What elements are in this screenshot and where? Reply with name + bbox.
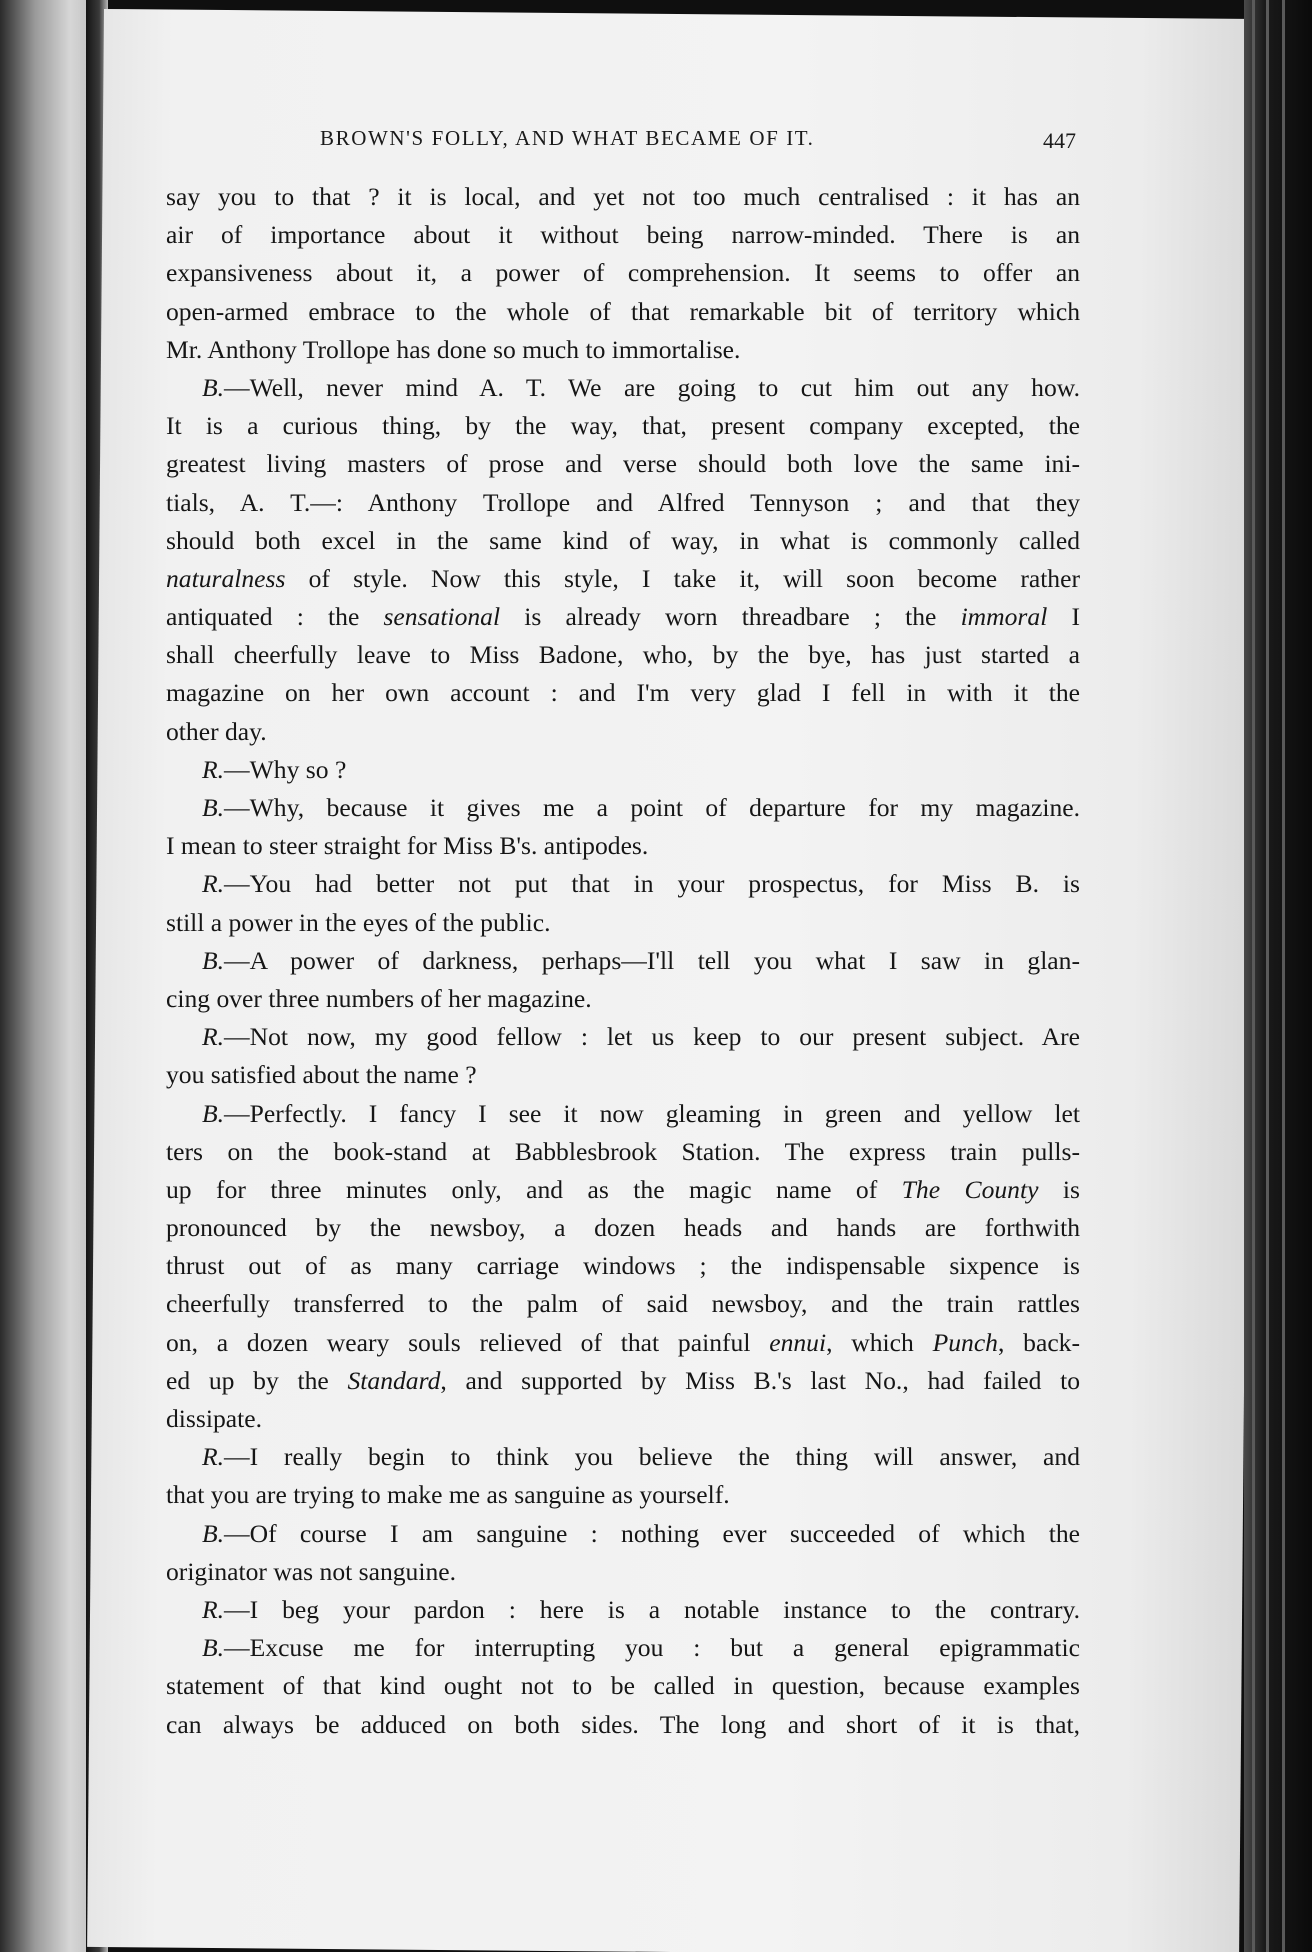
text-line <box>166 369 1080 407</box>
line-text: say you to that ? it is local, and yet not too much centralised : it has an <box>166 182 1080 211</box>
line-text: —Not now, my good fellow : let us keep to our present subject. Are <box>224 1022 1080 1052</box>
line-text: is <box>1038 1174 1080 1204</box>
speaker-initial: B. <box>202 945 225 975</box>
line-text: thrust out of as many carriage windows ; the indispensable sixpence is <box>166 1251 1080 1281</box>
text-line <box>166 1095 1080 1133</box>
line-text: tials, A. T.—: Anthony Trollope and Alfred Tennyson ; and that they <box>166 487 1080 517</box>
previous-page-edge <box>0 0 100 1952</box>
line-text: , back- <box>997 1327 1080 1357</box>
italic-text: naturalness <box>166 563 286 593</box>
line-text: should both excel in the same kind of way, in what is commonly called <box>166 525 1080 555</box>
speaker-initial: B. <box>202 372 225 402</box>
text-line <box>166 789 1080 827</box>
text-line <box>166 522 1080 560</box>
text-line <box>166 1706 1080 1744</box>
text-line <box>166 407 1080 445</box>
text-line <box>166 674 1080 712</box>
line-text: antiquated : the <box>166 602 384 632</box>
text-line <box>166 942 1080 980</box>
speaker-initial: R. <box>202 1022 225 1052</box>
italic-text: ennui <box>769 1327 827 1357</box>
line-text: cheerfully transferred to the palm of said newsboy, and the train rattles <box>166 1289 1080 1319</box>
page-number: 447 <box>1043 128 1076 153</box>
italic-text: Standard <box>347 1365 441 1395</box>
line-text: , which <box>826 1327 933 1357</box>
page-header <box>220 120 1120 160</box>
line-text: is already worn threadbare ; the <box>500 602 961 632</box>
line-text: Mr. Anthony Trollope has done so much to immortalise. <box>166 334 741 364</box>
speaker-initial: B. <box>202 1633 225 1663</box>
line-text: It is a curious thing, by the way, that, present company excepted, the <box>166 411 1080 441</box>
line-text: can always be adduced on both sides. The long and short of it is that, <box>166 1709 1080 1739</box>
text-line <box>166 1324 1080 1362</box>
text-line <box>166 598 1080 636</box>
text-line <box>166 1400 1080 1438</box>
line-text: still a power in the eyes of the public. <box>166 907 551 937</box>
speaker-initial: R. <box>202 1594 225 1624</box>
line-text: —Why, because it gives me a point of departure for my magazine. <box>224 793 1080 822</box>
speaker-initial: B. <box>202 1098 225 1128</box>
text-line <box>166 1591 1080 1629</box>
text-line <box>166 980 1080 1018</box>
text-line <box>166 1285 1080 1323</box>
speaker-initial: R. <box>202 754 225 784</box>
italic-text: immoral <box>960 602 1048 632</box>
text-line <box>166 827 1080 865</box>
line-text: you satisfied about the name ? <box>166 1060 477 1090</box>
line-text: —Excuse me for interrupting you : but a general epigrammatic <box>224 1633 1080 1663</box>
italic-text: sensational <box>383 602 501 632</box>
text-line <box>166 1476 1080 1514</box>
line-text: ters on the book-stand at Babblesbrook Station. The express train pulls- <box>166 1136 1080 1166</box>
line-text: that you are trying to make me as sanguine as yourself. <box>166 1480 730 1510</box>
line-text: magazine on her own account : and I'm very glad I fell in with it the <box>166 678 1080 708</box>
text-line <box>166 1056 1080 1094</box>
line-text: dissipate. <box>166 1404 262 1433</box>
line-text: —I really begin to think you believe the thing will answer, and <box>224 1442 1080 1472</box>
text-line <box>166 1629 1080 1667</box>
line-text: expansiveness about it, a power of comprehension. It seems to offer an <box>166 258 1080 288</box>
italic-text: Punch <box>932 1327 998 1357</box>
line-text: pronounced by the newsboy, a dozen heads and hands are forthwith <box>166 1213 1080 1243</box>
text-line <box>166 484 1080 522</box>
line-text: greatest living masters of prose and verse should both love the same ini- <box>166 449 1080 479</box>
line-text: cing over three numbers of her magazine. <box>166 983 592 1013</box>
line-text: —Why so ? <box>224 754 347 784</box>
running-head: BROWN'S FOLLY, AND WHAT BECAME OF IT. <box>320 126 815 150</box>
line-text: originator was not sanguine. <box>166 1556 457 1586</box>
line-text: —You had better not put that in your prospectus, for Miss B. is <box>224 869 1080 899</box>
text-line <box>166 445 1080 483</box>
line-text: ed up by the <box>166 1365 348 1395</box>
text-line <box>166 178 1080 216</box>
text-line <box>166 1438 1080 1476</box>
text-line <box>166 1018 1080 1056</box>
text-line <box>166 1553 1080 1591</box>
text-line <box>166 1362 1080 1400</box>
text-line <box>166 1515 1080 1553</box>
speaker-initial: B. <box>202 793 225 822</box>
text-line <box>166 1667 1080 1705</box>
text-line <box>166 254 1080 292</box>
italic-text: The County <box>901 1174 1039 1204</box>
text-line <box>166 713 1080 751</box>
text-line <box>166 751 1080 789</box>
text-line <box>166 293 1080 331</box>
text-line <box>166 1209 1080 1247</box>
page-stack-edge <box>1244 0 1312 1952</box>
line-text: on, a dozen weary souls relieved of that painful <box>166 1327 770 1357</box>
line-text: —A power of darkness, perhaps—I'll tell you what I saw in glan- <box>224 945 1080 975</box>
text-line <box>166 1247 1080 1285</box>
text-line <box>166 865 1080 903</box>
text-line <box>166 1171 1080 1209</box>
body-text <box>166 178 1080 1744</box>
speaker-initial: R. <box>202 869 225 899</box>
text-line <box>166 216 1080 254</box>
line-text: I <box>1047 602 1080 632</box>
line-text: , and supported by Miss B.'s last No., had failed to <box>440 1365 1080 1395</box>
line-text: —Of course I am sanguine : nothing ever succeeded of which the <box>224 1518 1080 1548</box>
speaker-initial: B. <box>202 1518 225 1548</box>
line-text: statement of that kind ought not to be called in question, because examples <box>166 1671 1080 1701</box>
line-text: —Perfectly. I fancy I see it now gleaming in green and yellow let <box>224 1098 1080 1128</box>
line-text: up for three minutes only, and as the magic name of <box>166 1174 902 1204</box>
line-text: —Well, never mind A. T. We are going to cut him out any how. <box>224 372 1080 402</box>
line-text: other day. <box>166 716 267 746</box>
text-line <box>166 636 1080 674</box>
text-line <box>166 560 1080 598</box>
line-text: I mean to steer straight for Miss B's. antipodes. <box>166 831 649 861</box>
line-text: air of importance about it without being narrow-minded. There is an <box>166 220 1080 250</box>
line-text: —I beg your pardon : here is a notable instance to the contrary. <box>224 1594 1080 1624</box>
text-line <box>166 904 1080 942</box>
line-text: open-armed embrace to the whole of that remarkable bit of territory which <box>166 296 1080 326</box>
line-text: shall cheerfully leave to Miss Badone, who, by the bye, has just started a <box>166 640 1080 670</box>
line-text: of style. Now this style, I take it, will soon become rather <box>285 563 1080 593</box>
speaker-initial: R. <box>202 1442 225 1472</box>
text-line <box>166 1133 1080 1171</box>
text-line <box>166 331 1080 369</box>
